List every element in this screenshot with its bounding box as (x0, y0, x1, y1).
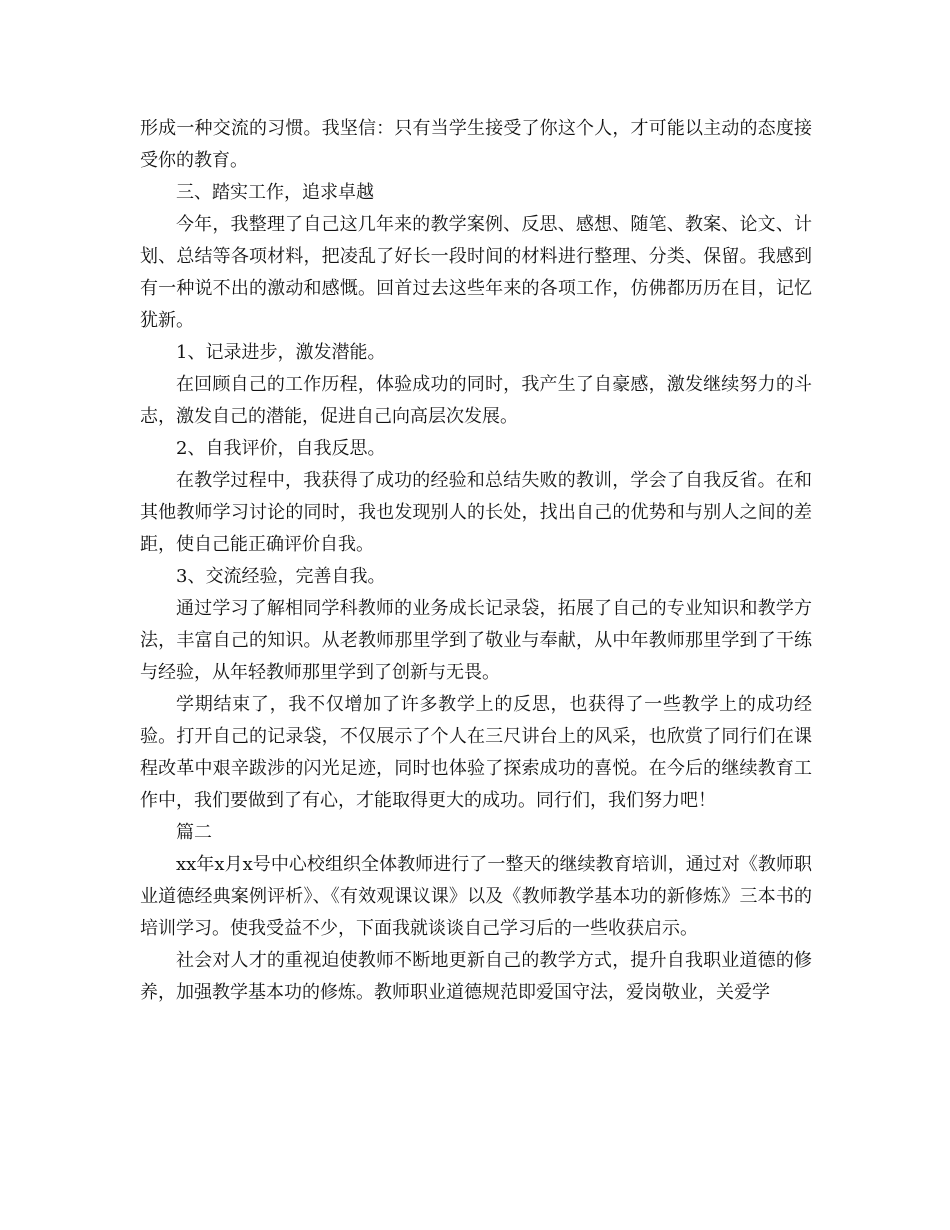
paragraph-continuation: 形成一种交流的习惯。我坚信：只有当学生接受了你这个人，才可能以主动的态度接受你的教育。 (140, 118, 812, 171)
paragraph: 通过学习了解相同学科教师的业务成长记录袋，拓展了自己的专业知识和教学方法，丰富自己的知识。从老教师那里学到了敬业与奉献，从中年教师那里学到了干练与经验，从年轻教师那里学到了创新与无畏。 (140, 598, 812, 683)
paragraph: 社会对人才的重视迫使教师不断地更新自己的教学方式，提升自我职业道德的修养，加强教学基本功的修炼。教师职业道德规范即爱国守法，爱岗敬业，关爱学 (140, 950, 812, 1003)
document-body (140, 113, 812, 1009)
subheading-2: 2、自我评价，自我反思。 (176, 438, 386, 459)
section-heading-3: 三、踏实工作，追求卓越 (176, 182, 374, 203)
subheading-3: 3、交流经验，完善自我。 (176, 566, 386, 587)
paragraph: 今年，我整理了自己这几年来的教学案例、反思、感想、随笔、教案、论文、计划、总结等各项材料，把凌乱了好长一段时间的材料进行整理、分类、保留。我感到有一种说不出的激动和感慨。回首过去这些年来的各项工作，仿佛都历历在目，记忆犹新。 (140, 214, 812, 331)
paragraph: xx年x月x号中心校组织全体教师进行了一整天的继续教育培训，通过对《教师职业道德经典案例评析》、《有效观课议课》以及《教师教学基本功的新修炼》三本书的培训学习。使我受益不少，下面我就谈谈自己学习后的一些收获启示。 (140, 854, 812, 939)
part-heading: 篇二 (176, 822, 212, 843)
subheading-1: 1、记录进步，激发潜能。 (176, 342, 386, 363)
paragraph: 在回顾自己的工作历程，体验成功的同时，我产生了自豪感，激发继续努力的斗志，激发自己的潜能，促进自己向高层次发展。 (140, 374, 812, 427)
paragraph: 在教学过程中，我获得了成功的经验和总结失败的教训，学会了自我反省。在和其他教师学习讨论的同时，我也发现别人的长处，找出自己的优势和与别人之间的差距，使自己能正确评价自我。 (140, 470, 812, 555)
paragraph: 学期结束了，我不仅增加了许多教学上的反思，也获得了一些教学上的成功经验。打开自己的记录袋，不仅展示了个人在三尺讲台上的风采，也欣赏了同行们在课程改革中艰辛跋涉的闪光足迹，同时也体验了探索成功的喜悦。在今后的继续教育工作中，我们要做到了有心，才能取得更大的成功。同行们，我们努力吧！ (140, 694, 812, 811)
